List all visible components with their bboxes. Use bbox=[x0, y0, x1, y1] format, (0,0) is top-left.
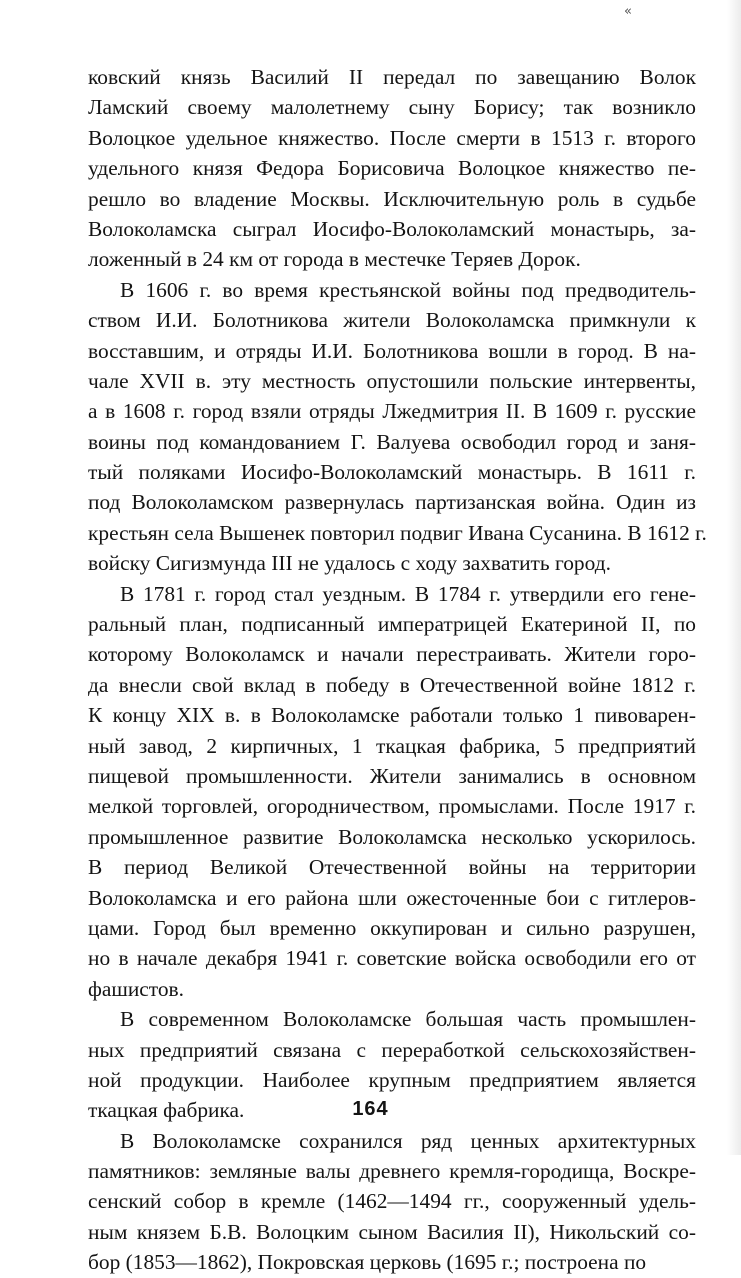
text-line: ством И.И. Болотникова жители Волоколамска примкнули к bbox=[88, 308, 696, 333]
text-line: решло во владение Москвы. Исключительную роль в судьбе bbox=[88, 186, 696, 211]
text-line: памятников: земляные валы древнего кремля-городища, Воскре- bbox=[88, 1159, 696, 1184]
text-line: чале XVII в. эту местность опустошили польские интервенты, bbox=[88, 368, 696, 393]
text-line: В Волоколамске сохранился ряд ценных архитектурных bbox=[120, 1128, 696, 1153]
text-line: воины под командованием Г. Валуева освободил город и заня- bbox=[88, 429, 696, 454]
text-line: ных предприятий связана с переработкой сельскохозяйствен- bbox=[88, 1037, 696, 1062]
text-line: сенский собор в кремле (1462—1494 гг., сооруженный удель- bbox=[88, 1189, 696, 1214]
text-line: Ламский своему малолетнему сыну Борису; так возникло bbox=[88, 95, 696, 120]
text-line: а в 1608 г. город взяли отряды Лжедмитрия II. В 1609 г. русские bbox=[88, 399, 696, 424]
paragraph bbox=[88, 62, 696, 275]
text-line: В период Великой Отечественной войны на территории bbox=[88, 855, 696, 880]
text-line: ной продукции. Наиболее крупным предприятием является bbox=[88, 1067, 696, 1092]
text-line: ложенный в 24 км от города в местечке Теряев Дорок. bbox=[88, 247, 581, 272]
corner-mark: « bbox=[624, 4, 632, 19]
text-line: промышленное развитие Волоколамска несколько ускорилось. bbox=[88, 824, 696, 849]
text-line: но в начале декабря 1941 г. советские войска освободили его от bbox=[88, 946, 696, 971]
text-line: ткацкая фабрика. bbox=[88, 1098, 245, 1123]
text-line: ным князем Б.В. Волоцким сыном Василия II), Никольский со- bbox=[88, 1219, 696, 1244]
text-line: В 1606 г. во время крестьянской войны под предводитель- bbox=[120, 277, 696, 302]
text-line: Волоколамска сыграл Иосифо-Волоколамский монастырь, за- bbox=[88, 216, 696, 241]
paragraph bbox=[88, 275, 707, 579]
text-line: да внесли свой вклад в победу в Отечественной войне 1812 г. bbox=[88, 672, 696, 697]
paragraph bbox=[88, 579, 696, 1004]
page-edge-shadow bbox=[727, 0, 741, 1155]
text-line: Волоколамска и его района шли ожесточенные бои с гитлеров- bbox=[88, 885, 696, 910]
text-line: бор (1853—1862), Покровская церковь (1695 г.; построена по bbox=[88, 1250, 647, 1275]
text-line: которому Волоколамск и начали перестраивать. Жители горо- bbox=[88, 642, 696, 667]
text-line: ральный план, подписанный императрицей Екатериной II, по bbox=[88, 612, 696, 637]
text-line: К концу XIX в. в Волоколамске работали только 1 пивоварен- bbox=[88, 703, 696, 728]
text-line: восставшим, и отряды И.И. Болотникова вошли в город. В на- bbox=[88, 338, 696, 363]
text-line: под Волоколамском развернулась партизанская война. Один из bbox=[88, 490, 696, 515]
text-line: пищевой промышленности. Жители занимались в основном bbox=[88, 763, 696, 788]
text-line: войску Сигизмунда III не удалось с ходу захватить город. bbox=[88, 551, 611, 576]
text-line: удельного князя Федора Борисовича Волоцкое княжество пе- bbox=[88, 156, 696, 181]
text-line: ный завод, 2 кирпичных, 1 ткацкая фабрика, 5 предприятий bbox=[88, 733, 696, 758]
body-text bbox=[88, 62, 707, 1278]
text-line: мелкой торговлей, огородничеством, промыслами. После 1917 г. bbox=[88, 794, 696, 819]
text-line: крестьян села Вышенек повторил подвиг Ивана Сусанина. В 1612 г. bbox=[88, 520, 707, 545]
text-line: фашистов. bbox=[88, 976, 184, 1001]
paragraph bbox=[88, 1126, 696, 1278]
text-line: Волоцкое удельное княжество. После смерти в 1513 г. второго bbox=[88, 125, 696, 150]
text-line: В современном Волоколамске большая часть промышлен- bbox=[120, 1007, 696, 1032]
page-number: 164 bbox=[352, 1098, 389, 1120]
text-line: ковский князь Василий II передал по завещанию Волок bbox=[88, 65, 696, 89]
text-line: В 1781 г. город стал уездным. В 1784 г. утвердили его гене- bbox=[120, 581, 696, 606]
text-line: цами. Город был временно оккупирован и сильно разрушен, bbox=[88, 915, 696, 940]
text-line: тый поляками Иосифо-Волоколамский монастырь. В 1611 г. bbox=[88, 460, 696, 485]
